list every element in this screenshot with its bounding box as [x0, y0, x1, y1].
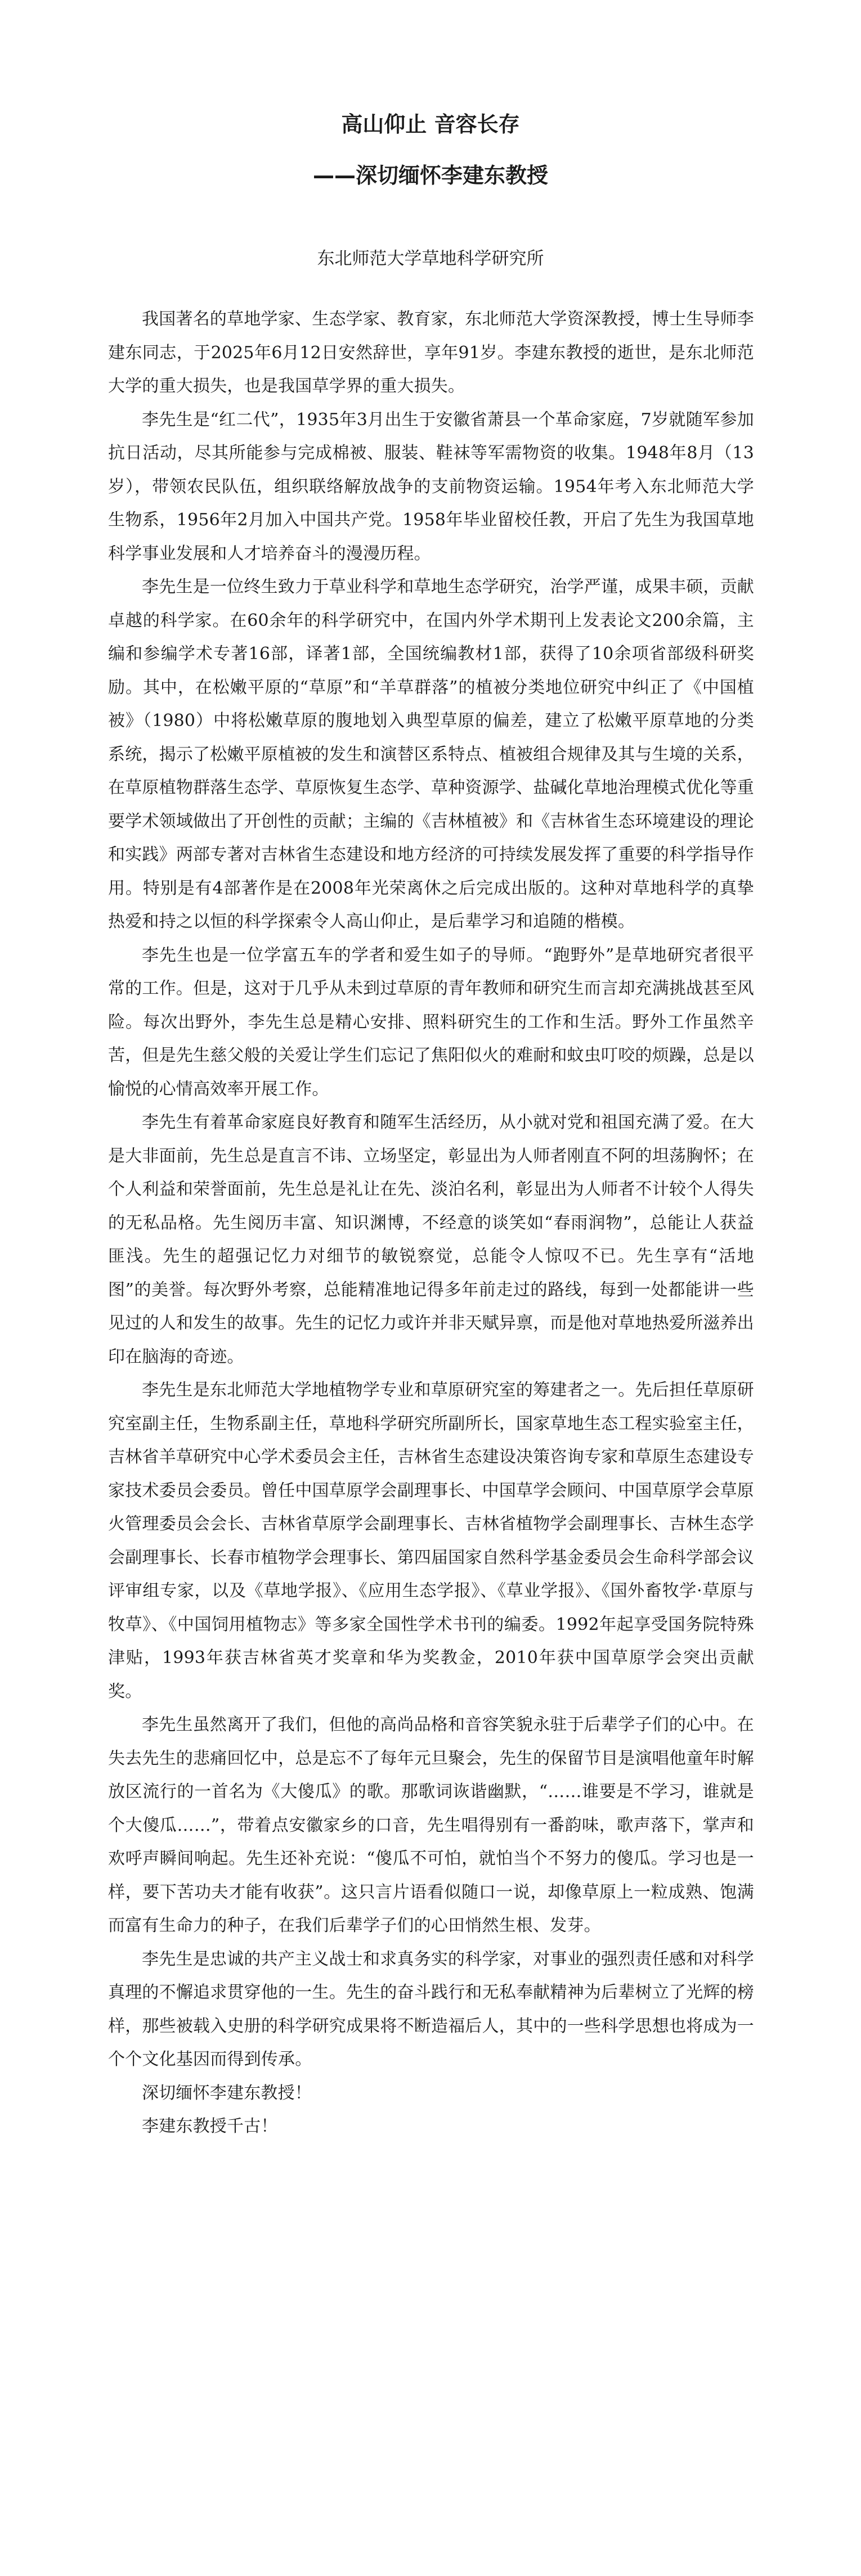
paragraph-character: 李先生有着革命家庭良好教育和随军生活经历，从小就对党和祖国充满了爱。在大是大非面前，先生总是直言不讳、立场坚定，彰显出为人师者刚直不阿的坦荡胸怀；在个人利益和荣誉面前，先生总是礼让在先、淡泊名利，彰显出为人师者不计较个人得失的无私品格。先生阅历丰富、知识渊博，不经意的谈笑如“春雨润物”，总能让人获益匪浅。先生的超强记忆力对细节的敏锐察觉，总能令人惊叹不已。先生享有“活地图”的美誉。每次野外考察，总能精准地记得多年前走过的路线，每到一处都能讲一些见过的人和发生的故事。先生的记忆力或许并非天赋异禀，而是他对草地热爱所滋养出印在脑海的奇迹。 — [108, 1113, 754, 1367]
paragraph-intro: 我国著名的草地学家、生态学家、教育家，东北师范大学资深教授，博士生导师李建东同志，于2025年6月12日安然辞世，享年91岁。李建东教授的逝世，是东北师范大学的重大损失，也是我国草学界的重大损失。 — [108, 309, 754, 396]
article-body — [108, 303, 754, 2143]
author-institution: 东北师范大学草地科学研究所 — [317, 249, 544, 269]
paragraph-research: 李先生是一位终生致力于草业科学和草地生态学研究，治学严谨，成果丰硕，贡献卓越的科学家。在60余年的科学研究中，在国内外学术期刊上发表论文200余篇，主编和参编学术专著16部，译著1部，全国统编教材1部，获得了10余项省部级科研奖励。其中，在松嫩平原的“草原”和“羊草群落”的植被分类地位研究中纠正了《中国植被》（1980）中将松嫩草原的腹地划入典型草原的偏差，建立了松嫩平原草地的分类系统，揭示了松嫩平原植被的发生和演替区系特点、植被组合规律及其与生境的关系，在草原植物群落生态学、草原恢复生态学、草种资源学、盐碱化草地治理模式优化等重要学术领域做出了开创性的贡献；主编的《吉林植被》和《吉林省生态环境建设的理论和实践》两部专著对吉林省生态建设和地方经济的可持续发展发挥了重要的科学指导作用。特别是有4部著作是在2008年光荣离休之后完成出版的。这种对草地科学的真挚热爱和持之以恒的科学探索令人高山仰止，是后辈学习和追随的楷模。 — [108, 577, 754, 931]
paragraph-positions: 李先生是东北师范大学地植物学专业和草原研究室的筹建者之一。先后担任草原研究室副主任，生物系副主任，草地科学研究所副所长，国家草地生态工程实验室主任，吉林省羊草研究中心学术委员会主任，吉林省生态建设决策咨询专家和草原生态建设专家技术委员会委员。曾任中国草原学会副理事长、中国草学会顾问、中国草原学会草原火管理委员会会长、吉林省草原学会副理事长、吉林省植物学会副理事长、吉林生态学会副理事长、长春市植物学会理事长、第四届国家自然科学基金委员会生命科学部会议评审组专家，以及《草地学报》、《应用生态学报》、《草业学报》、《国外畜牧学·草原与牧草》、《中国饲用植物志》等多家全国性学术书刊的编委。1992年起享受国务院特殊津贴，1993年获吉林省英才奖章和华为奖教金，2010年获中国草原学会突出贡献奖。 — [108, 1380, 754, 1701]
paragraph-closing-2: 李建东教授千古！ — [142, 2116, 278, 2136]
paragraph-memories: 李先生虽然离开了我们，但他的高尚品格和音容笑貌永驻于后辈学子们的心中。在失去先生的悲痛回忆中，总是忘不了每年元旦聚会，先生的保留节目是演唱他童年时解放区流行的一首名为《大傻瓜》的歌。那歌词诙谐幽默，“……谁要是不学习，谁就是个大傻瓜……”，带着点安徽家乡的口音，先生唱得别有一番韵味，歌声落下，掌声和欢呼声瞬间响起。先生还补充说：“傻瓜不可怕，就怕当个不努力的傻瓜。学习也是一样，要下苦功夫才能有收获”。这只言片语看似随口一说，却像草原上一粒成熟、饱满而富有生命力的种子，在我们后辈学子们的心田悄然生根、发芽。 — [108, 1715, 754, 1935]
page-title: 高山仰止 音容长存 — [341, 112, 520, 137]
paragraph-early-life: 李先生是“红二代”，1935年3月出生于安徽省萧县一个革命家庭，7岁就随军参加抗日活动，尽其所能参与完成棉被、服装、鞋袜等军需物资的收集。1948年8月（13岁），带领农民队伍，组织联络解放战争的支前物资运输。1954年考入东北师范大学生物系，1956年2月加入中国共产党。1958年毕业留校任教，开启了先生为我国草地科学事业发展和人才培养奋斗的漫漫历程。 — [108, 409, 754, 564]
page-subtitle: ——深切缅怀李建东教授 — [312, 163, 548, 188]
paragraph-mentor: 李先生也是一位学富五车的学者和爱生如子的导师。“跑野外”是草地研究者很平常的工作。但是，这对于几乎从未到过草原的青年教师和研究生而言却充满挑战甚至风险。每次出野外，李先生总是精心安排、照料研究生的工作和生活。野外工作虽然辛苦，但是先生慈父般的关爱让学生们忘记了焦阳似火的难耐和蚊虫叮咬的烦躁，总是以愉悦的心情高效率开展工作。 — [108, 945, 754, 1099]
paragraph-legacy: 李先生是忠诚的共产主义战士和求真务实的科学家，对事业的强烈责任感和对科学真理的不懈追求贯穿他的一生。先生的奋斗践行和无私奉献精神为后辈树立了光辉的榜样，那些被载入史册的科学研究成果将不断造福后人，其中的一些科学思想也将成为一个个文化基因而得到传承。 — [108, 1949, 754, 2069]
paragraph-closing-1: 深切缅怀李建东教授！ — [142, 2083, 312, 2103]
